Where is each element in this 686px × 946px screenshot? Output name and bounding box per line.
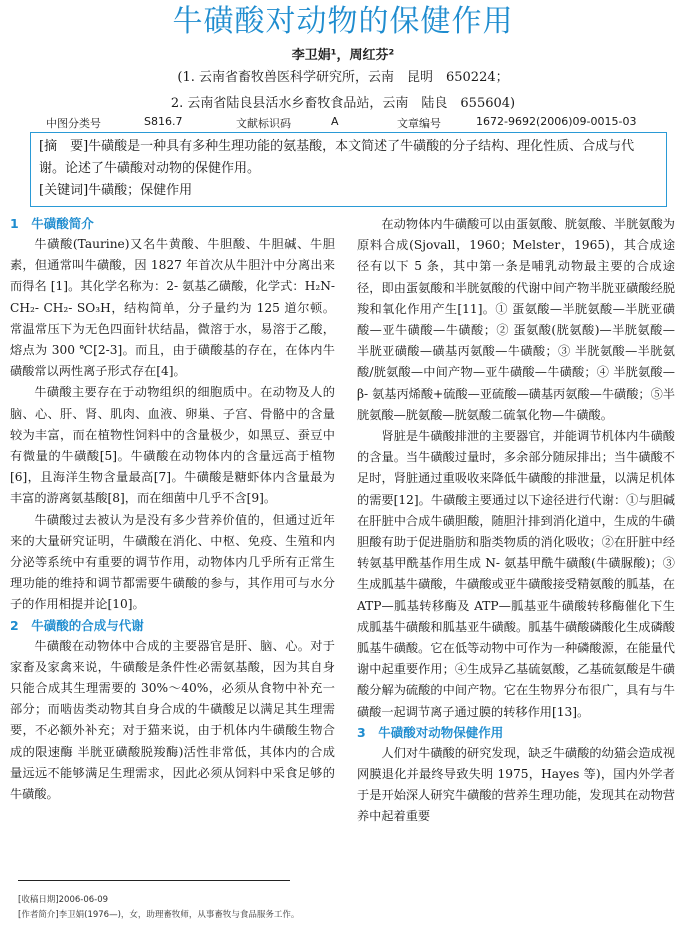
paragraph: 肾脏是牛磺酸排泄的主要器官，并能调节机体内牛磺酸的含量。当牛磺酸过量时，多余部分随尿排出；当牛磺酸不足时，肾脏通过重吸收来降低牛磺酸的排泄量，以满足机体的需要[12]。牛磺酸主要通过以下途径进行代谢：①与胆碱在肝脏中合成牛磺胆酸，随胆汁排到消化道中，生成的牛磺胆酸有助于促进脂肪和脂类物质的消化吸收；②在肝脏中经转氨基甲酰基作用生成 N- 氨基甲酰牛磺酸(牛磺脲酸)；③生成胍基牛磺酸，牛磺酸或亚牛磺酸接受精氨酸的胍基，在 ATP—胍基转移酶及 ATP—胍基亚牛磺酸转移酶催化下生成胍基牛磺酸和胍基亚牛磺酸。胍基牛磺酸磷酸化生成磷酸胍基牛磺酸。它在低等动物中可作为一种磷酸源，在能量代谢中起重要作用；④生成异乙基硫氨酸，乙基硫氨酸是牛磺酸分解为硫酸的中间产物。它在生物界分布很广，具有与牛磺酸一起调节离子通过膜的转移作用[13]。	[357, 429, 675, 719]
section-heading-3: 3 牛磺酸对动物保健作用	[357, 724, 504, 740]
abstract-label: [摘 要]	[39, 139, 89, 154]
keywords-label: [关键词]	[39, 183, 89, 198]
paragraph: 牛磺酸主要存在于动物组织的细胞质中。在动物及人的脑、心、肝、肾、肌肉、血液、卵巢、子宫、骨骼中的含量较为丰富，而在植物性饲料中的含量极少，如黑豆、蚕豆中有微量的牛磺酸[5]。牛磺酸在动物体内的含量远高于植物[6]，且海洋生物含量最高[7]。牛磺酸是糖虾体内含量最为丰富的游离氨基酸[8]，而在细菌中几乎不含[9]。	[10, 385, 335, 506]
affiliation-2: 2. 云南省陆良县活水乡畜牧食品站，云南 陆良 655604)	[170, 96, 516, 111]
footnotes	[18, 893, 343, 923]
footnote-divider	[18, 880, 290, 881]
received-date: [收稿日期]2006-06-09	[18, 895, 109, 905]
article-no-label: 文章编号	[397, 117, 441, 130]
abstract-box	[30, 132, 667, 207]
section-heading-2: 2 牛磺酸的合成与代谢	[10, 617, 144, 633]
paragraph: 牛磺酸在动物体中合成的主要器官是肝、脑、心。对于家畜及家禽来说，牛磺酸是条件性必需氨基酸，因为其自身只能合成其生理需要的 30%～40%，必须从食物中补充一部分；而啮齿类动物其自身合成的牛磺酸足以满足其生理需要，不必额外补充；对于猫来说，由于机体内牛磺酸生物合成的限速酶 半胱亚磺酸脱羧酶)活性非常低，其体内的合成量远远不能够满足生理需求，因此必须从饲料中采食足够的牛磺酸。	[10, 638, 335, 802]
clc-value: S816.7	[144, 115, 183, 128]
keywords	[39, 180, 658, 202]
paragraph: 人们对牛磺酸的研究发现，缺乏牛磺酸的幼猫会造成视网膜退化并最终导致失明 1975，Hayes 等)，国内外学者于是开始深人研究牛磺酸的营养生理功能，发现其在动物营养中起着重要	[357, 745, 675, 824]
left-column	[10, 214, 335, 805]
paragraph: 牛磺酸(Taurine)又名牛黄酸、牛胆酸、牛胆碱、牛胆素，但通常叫牛磺酸，因 1827 年首次从牛胆汁中分离出来而得名 [1]。其化学名称为：2- 氨基乙磺酸，化学式：H₂N- CH₂- CH₂- SO₃H，结构简单，分子量约为 125 道尔顿。常温常压下为无色四面针状结晶，微溶于水，易溶于乙酸，熔点为 300 ℃[2-3]。而且，由于磺酸基的存在，在体内牛磺酸常以两性离子形式存在[4]。	[10, 237, 335, 379]
paper-title: 牛磺酸对动物的保健作用	[172, 4, 514, 39]
paragraph: 在动物体内牛磺酸可以由蛋氨酸、胱氨酸、半胱氨酸为原料合成(Sjovall，1960；Melster，1965)，其合成途径有以下 5 条，其中第一条是哺乳动物最主要的合成途径，即由蛋氨酸和半胱氨酸的代谢中间产物半胱亚磺酸经脱羧和氧化作用产生[11]。① 蛋氨酸—半胱氨酸—半胱亚磺酸—亚牛磺酸—牛磺酸；② 蛋氨酸(胱氨酸)—半胱氨酸—半胱亚磺酸—磺基丙氨酸—牛磺酸；③ 半胱氨酸—半胱氨酸/胱氨酸—中间产物—亚牛磺酸—牛磺酸；④ 半胱氨酸—β- 氨基丙烯酸+硫酸—亚硫酸—磺基丙氨酸—牛磺酸；⑤半胱氨酸—胱氨酸—胱氨酸二硫氧化物—牛磺酸。	[357, 217, 675, 422]
keywords-value: 牛磺酸；保健作用	[88, 183, 193, 198]
right-column	[357, 214, 675, 828]
affiliation-1: (1. 云南省畜牧兽医科学研究所，云南 昆明 650224；	[177, 70, 509, 85]
section-heading-1: 1 牛磺酸简介	[10, 216, 94, 231]
author-list: 李卫娟¹，周红芬²	[291, 48, 395, 63]
author-bio: [作者简介]李卫娟(1976—)，女，助理畜牧师，从事畜牧与食品服务工作。	[18, 910, 300, 920]
clc-label: 中图分类号	[46, 117, 101, 130]
abstract-text	[39, 136, 658, 180]
article-no-value: 1672-9692(2006)09-0015-03	[476, 115, 637, 128]
paragraph: 牛磺酸过去被认为是没有多少营养价值的，但通过近年来的大量研究证明，牛磺酸在消化、中枢、免疫、生殖和内分泌等系统中有重要的调节作用，动物体内几乎所有正常生理功能的维持和调节都需要牛磺酸的参与，其作用可与水分子的作用相提并论[10]。	[10, 512, 335, 612]
doc-code-value: A	[331, 115, 339, 128]
doc-code-label: 文献标识码	[236, 117, 291, 130]
abstract-body: 牛磺酸是一种具有多种生理功能的氨基酸，本文简述了牛磺酸的分子结构、理化性质、合成与代谢。论述了牛磺酸对动物的保健作用。	[39, 139, 635, 176]
